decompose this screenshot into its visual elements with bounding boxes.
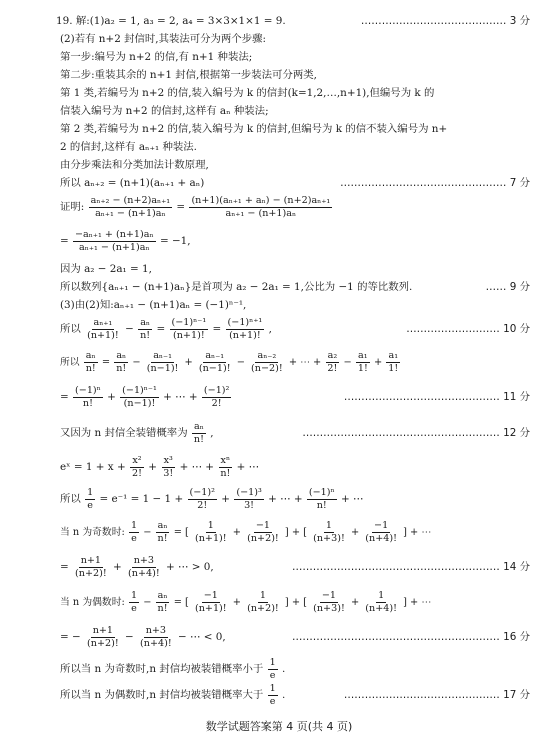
fraction: $\frac{\text{(−1)ⁿ}}{n!}$ [308,486,335,511]
fraction: $\frac{\text{aₙ}}{n!}$ [116,350,127,374]
fraction: $\frac{1}{(n+4)!}$ [365,590,397,614]
line-text-row [60,50,530,64]
fraction: $\frac{\text{(−1)ⁿ⁺¹}}{(n+1)!}$ [227,316,263,341]
fraction: $\frac{1}{e}$ [130,520,138,544]
score-marker: ……………………………………… 17 分 [343,689,530,701]
line-text: 19. 解:(1)a₂ = 1, a₃ = 2, a₄ = 3×3×1×1 = 9. [56,15,286,27]
fraction: $\frac{\text{aₙ₊₂ − (n+2)aₙ₊₁}}{\text{aₙ₊₁ − (n+1)aₙ}}$ [90,194,171,219]
equation-line: 当 n 为偶数时: $\frac{1}{e}$ − $\frac{\text{aₙ}}{n!}$ = [ $\frac{-1}{(n+1)!}$ + $\frac{1}{(n+2)!}$ ] + [ $\frac{-1}{(n+3)!}$ + $\frac{1}{(n+4)!}$ ] + ⋯ [60,590,432,614]
line-text-row [60,68,530,82]
equation-line: 所以 $\frac{\text{aₙ}}{n!}$ = $\frac{\text{aₙ}}{n!}$ − $\frac{\text{aₙ₋₁}}{(n-1)!}$ + $\frac{\text{aₙ₋₁}}{(n-1)!}$ − $\frac{\text{aₙ₋₂}}{(n-2)!}$ + ⋯ + $\frac{\text{a₂}}{2!}$ − $\frac{\text{a₁}}{1!}$ + $\frac{\text{a₁}}{1!}$ [60,350,399,374]
fraction: $\frac{-1}{(n+2)!}$ [247,520,279,544]
fraction: $\frac{\text{x³}}{3!}$ [163,454,174,479]
fraction: $\frac{1}{e}$ [269,656,276,681]
equation-line: = − $\frac{n+1}{(n+2)!}$ − $\frac{n+3}{(n+4)!}$ − ⋯ < 0, …………………………………………………… 16 分 [60,622,530,652]
fraction: $\frac{-1}{(n+1)!}$ [194,590,227,614]
line-text: 信装入编号为 n+2 的信封,这样有 aₙ 种装法; [60,105,269,117]
fraction: $\frac{\text{aₙ₊₁}}{(n+1)!}$ [87,316,119,341]
score-marker: …… 9 分 [485,281,530,293]
proof-equation: 证明: $\frac{\text{aₙ₊₂ − (n+2)aₙ₊₁}}{\text{aₙ₊₁ − (n+1)aₙ}}$ = $\frac{\text{(n+1)(aₙ₊₁ + aₙ) − (n+2)aₙ₊₁}}{\text{aₙ₊₁ − (n+1)aₙ}}$ [60,194,331,219]
line-text-row [60,86,530,100]
line-text-row [60,104,530,118]
line-text-row [60,122,530,136]
fraction: $\frac{1}{e}$ [130,590,138,614]
line-text: 第 1 类,若编号为 n+2 的信,装入编号为 k 的信封(k=1,2,…,n+1),但编号为 k 的 [60,87,435,99]
equation-line: 所以 $\frac{\text{aₙ₊₁}}{(n+1)!}$ − $\frac{\text{aₙ}}{n!}$ = $\frac{\text{(−1)ⁿ⁻¹}}{(n+1)!}$ = $\frac{\text{(−1)ⁿ⁺¹}}{(n+1)!}$ , ……………………… 10 分 [60,314,530,344]
line-text: 2 的信封,这样有 aₙ₊₁ 种装法. [60,141,197,153]
fraction: $\frac{\text{(−1)ⁿ⁻¹}}{(n-1)!}$ [122,384,157,409]
line-text: 由分步乘法和分类加法计数原理, [60,159,209,171]
line-text-row [60,140,530,154]
line-text: (2)若有 n+2 封信时,其装法可分为两个步骤: [60,33,266,45]
fraction: $\frac{\text{(−1)³}}{3!}$ [236,486,262,511]
fraction: $\frac{\text{aₙ₋₁}}{(n-1)!}$ [146,350,179,374]
score-marker: ………………………………………… 7 分 [340,177,530,189]
fraction: $\frac{\text{aₙ}}{n!}$ [157,520,168,544]
fraction: $\frac{1}{(n+1)!}$ [194,520,227,544]
line-text: 所以数列{aₙ₊₁ − (n+1)aₙ}是首项为 a₂ − 2a₁ = 1,公比为 −1 的等比数列. [60,281,413,293]
score-marker: ……………………… 10 分 [406,323,530,335]
line-text: 因为 a₂ − 2a₁ = 1, [60,263,152,275]
fraction: $\frac{\text{aₙ₋₁}}{(n-1)!}$ [198,350,231,374]
fraction: $\frac{\text{(−1)²}}{2!}$ [203,384,230,409]
conclusion-line: 所以当 n 为奇数时,n 封信均被装错概率小于 $\frac{1}{e}$ . [60,656,286,681]
equation-line: = $\frac{n+1}{(n+2)!}$ + $\frac{n+3}{(n+4)!}$ + ⋯ > 0, …………………………………………………… 14 分 [60,552,530,582]
line-text-row [60,298,530,312]
fraction: $\frac{n+1}{(n+2)!}$ [87,624,119,649]
score-marker: …………………………………………………… 14 分 [291,561,530,573]
line-text-row [60,158,530,172]
fraction: $\frac{n+1}{(n+2)!}$ [75,554,107,579]
fraction: $\frac{\text{aₙ₋₂}}{(n-2)!}$ [251,350,283,374]
score-marker: ………………………………………………… 12 分 [302,427,530,439]
fraction: $\frac{\text{−aₙ₊₁ + (n+1)aₙ}}{\text{aₙ₊₁ − (n+1)aₙ}}$ [75,228,154,253]
fraction: $\frac{\text{aₙ}}{n!}$ [193,420,204,445]
line-prefix: 证明: [60,201,85,213]
fraction: $\frac{1}{(n+2)!}$ [247,590,279,614]
proof-equation: = $\frac{\text{−aₙ₊₁ + (n+1)aₙ}}{\text{aₙ₊₁ − (n+1)aₙ}}$ = −1, [60,228,191,253]
fraction: $\frac{n+3}{(n+4)!}$ [128,554,160,579]
fraction: $\frac{1}{e}$ [87,486,94,511]
equation-line: 当 n 为奇数时: $\frac{1}{e}$ − $\frac{\text{aₙ}}{n!}$ = [ $\frac{1}{(n+1)!}$ + $\frac{-1}{(n+2)!}$ ] + [ $\frac{1}{(n+3)!}$ + $\frac{-1}{(n+4)!}$ ] + ⋯ [60,520,432,544]
fraction: $\frac{-1}{(n+3)!}$ [313,590,345,614]
score-marker: ……………………………………… 11 分 [343,391,530,403]
fraction: $\frac{\text{a₂}}{2!}$ [327,350,338,374]
fraction: $\frac{\text{(−1)²}}{2!}$ [189,486,215,511]
fraction: $\frac{\text{a₁}}{1!}$ [388,350,399,374]
equation-line: = $\frac{\text{(−1)ⁿ}}{n!}$ + $\frac{\text{(−1)ⁿ⁻¹}}{(n-1)!}$ + ⋯ + $\frac{\text{(−1)²}}{2!}$ ……………………………………… 11 分 [60,382,530,412]
line-text: 第 2 类,若编号为 n+2 的信,装入编号为 k 的信封,但编号为 k 的信不装入编号为 n+ [60,123,448,135]
conclusion-line: 所以当 n 为偶数时,n 封信均被装错概率大于 $\frac{1}{e}$ . ……………………………………… 17 分 [60,680,530,710]
fraction: $\frac{n+3}{(n+4)!}$ [140,624,172,649]
line-text: 所以 aₙ₊₂ = (n+1)(aₙ₊₁ + aₙ) [60,177,205,189]
equation-line: 所以 $\frac{1}{e}$ = e⁻¹ = 1 − 1 + $\frac{\text{(−1)²}}{2!}$ + $\frac{\text{(−1)³}}{3!}$ + ⋯ + $\frac{\text{(−1)ⁿ}}{n!}$ + ⋯ [60,486,364,511]
fraction: $\frac{\text{aₙ}}{n!}$ [85,350,96,374]
score-marker: …………………………………………………… 16 分 [291,631,530,643]
fraction: $\frac{1}{(n+3)!}$ [313,520,345,544]
score-marker: …………………………………… 3 分 [360,15,530,27]
line-text: 第一步:编号为 n+2 的信,有 n+1 种装法; [60,51,253,63]
fraction: $\frac{\text{aₙ}}{n!}$ [157,590,168,614]
fraction: $\frac{\text{(n+1)(aₙ₊₁ + aₙ) − (n+2)aₙ₊₁}}{\text{aₙ₊₁ − (n+1)aₙ}}$ [191,194,331,219]
fraction: $\frac{1}{e}$ [269,682,276,707]
line-text: (3)由(2)知:aₙ₊₁ − (n+1)aₙ = (−1)ⁿ⁻¹, [60,299,247,311]
equation-line [60,176,530,190]
line-text: 第二步:重装其余的 n+1 封信,根据第一步装法可分两类, [60,69,317,81]
equation-line [60,280,530,294]
equation-line: 又因为 n 封信全装错概率为 $\frac{\text{aₙ}}{n!}$ , ………………………………………………… 12 分 [60,418,530,448]
fraction: $\frac{\text{a₁}}{1!}$ [357,350,368,374]
fraction: $\frac{\text{xⁿ}}{n!}$ [220,454,231,479]
fraction: $\frac{\text{(−1)ⁿ⁻¹}}{(n+1)!}$ [171,316,207,341]
page-footer: 数学试题答案第 4 页(共 4 页) [205,720,353,733]
fraction: $\frac{\text{(−1)ⁿ}}{n!}$ [75,384,101,409]
fraction: $\frac{\text{aₙ}}{n!}$ [140,316,151,341]
line-suffix: = −1, [159,235,191,247]
line-text-row [60,262,530,276]
fraction: $\frac{-1}{(n+4)!}$ [365,520,397,544]
equation-line: eˣ = 1 + x + $\frac{\text{x²}}{2!}$ + $\frac{\text{x³}}{3!}$ + ⋯ + $\frac{\text{xⁿ}}{n!}$ + ⋯ [60,454,260,479]
line-text-row [60,32,530,46]
solution-header-line [56,14,530,28]
fraction: $\frac{\text{x²}}{2!}$ [131,454,142,479]
